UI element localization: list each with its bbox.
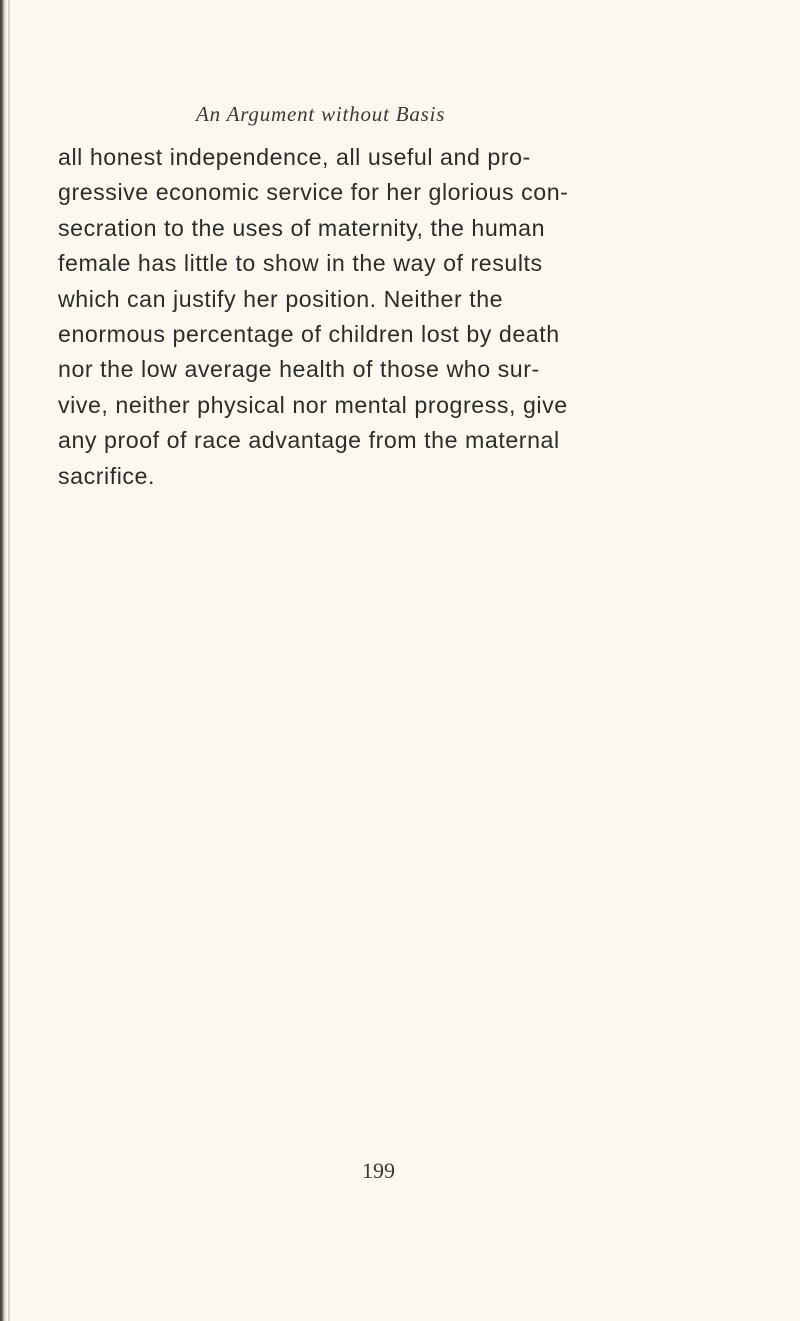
text-line: which can justify her position. Neither the: [58, 285, 504, 312]
body-text: [58, 140, 748, 494]
text-line: gressive economic service for her glorious con-: [58, 179, 569, 206]
text-line: all honest independence, all useful and pro-: [58, 144, 531, 170]
text-line: female has little to show in the way of results: [58, 250, 543, 277]
book-gutter-edge: [0, 0, 6, 1321]
text-line: enormous percentage of children lost by death: [58, 320, 560, 347]
text-line: any proof of race advantage from the maternal: [58, 427, 560, 454]
text-line: nor the low average health of those who sur-: [58, 356, 540, 383]
running-head: An Argument without Basis: [196, 102, 446, 126]
text-line: sacrifice.: [58, 462, 155, 489]
text-line: secration to the uses of maternity, the human: [58, 214, 546, 241]
text-line: vive, neither physical nor mental progress, give: [58, 391, 568, 418]
book-gutter-shadow: [8, 0, 10, 1321]
page-number: 199: [362, 1158, 395, 1183]
